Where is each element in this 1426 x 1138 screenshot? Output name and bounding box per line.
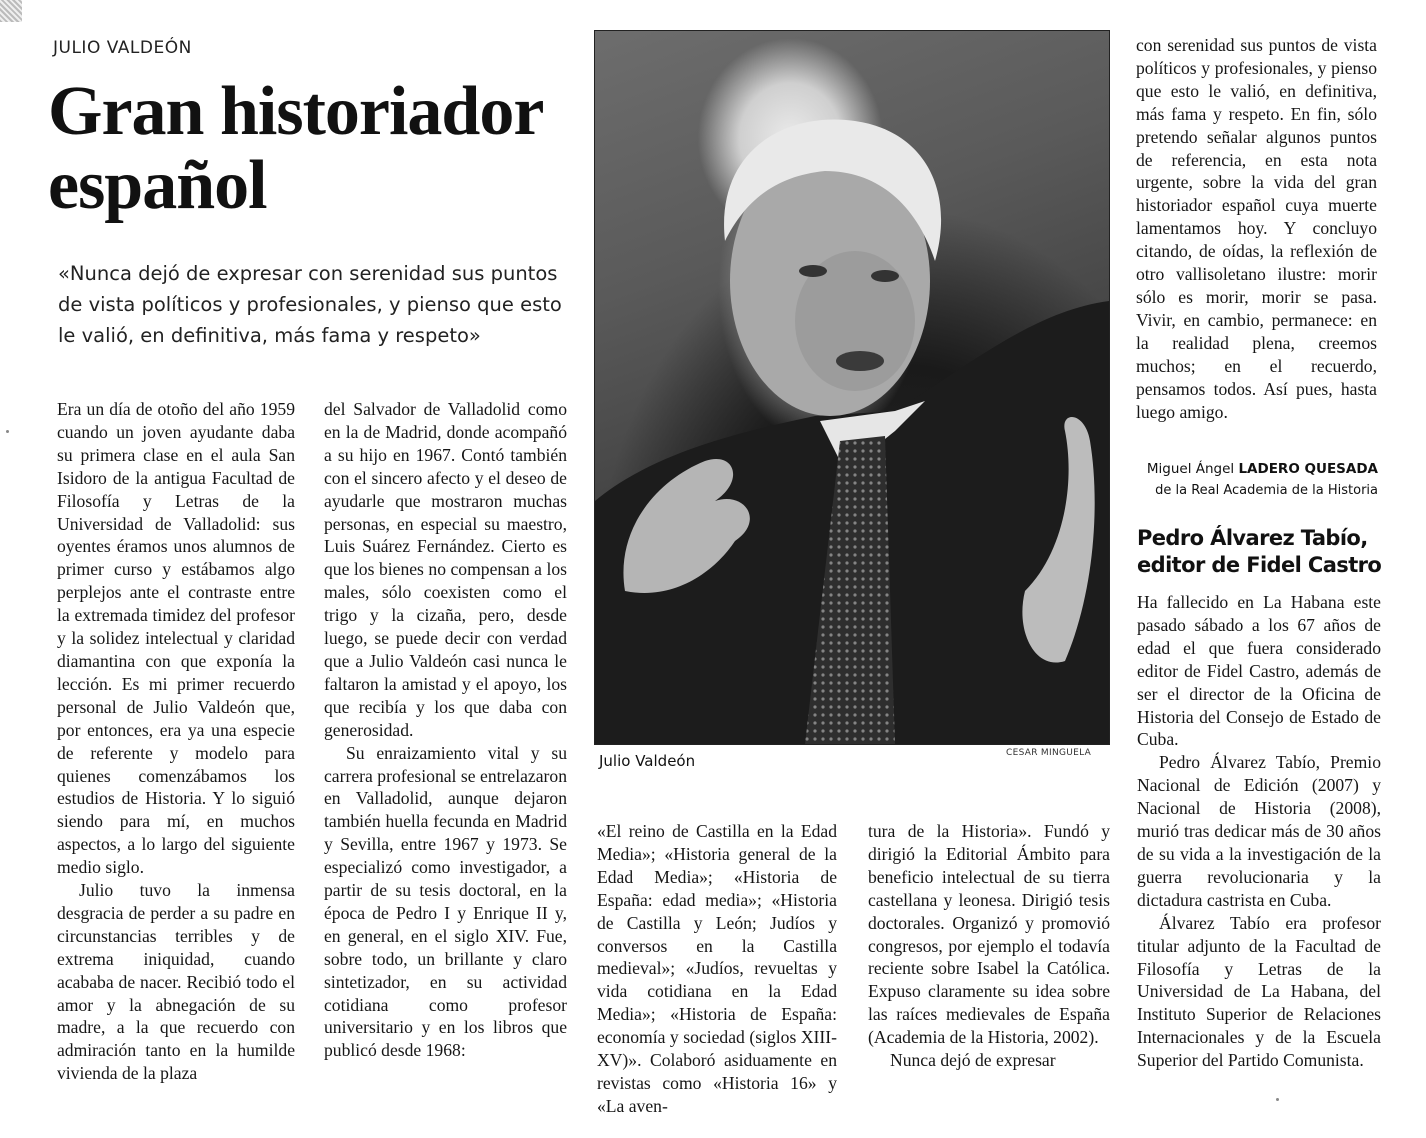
author-first-name: Miguel Ángel bbox=[1146, 461, 1239, 477]
body-column-5 bbox=[1136, 34, 1377, 423]
paragraph: Su enraizamiento vital y su carrera profesional se entrelazaron en Valladolid, aunque dejaron también huella fecunda en Madrid y Sevilla, entre 1967 y 1973. Se especializó como investigador, a partir de su tesis doctoral, en la época de Pedro I y Enrique II y, en general, en el siglo XIV. Fue, sobre todo, un brillante y claro sintetizador, en su actividad cotidiana como profesor universitario y en los libros que publicó desde 1968: bbox=[324, 742, 567, 1061]
photo-credit: CESAR MINGUELA bbox=[1006, 748, 1092, 758]
author-role: de la Real Academia de la Historia bbox=[1155, 483, 1378, 498]
paragraph: del Salvador de Valladolid como en la de Madrid, donde acompañó a su hijo en 1967. Contó también con el sincero afecto y el deseo de ayudarle que mostraron muchas personas, en especial su maestro, Luis Suárez Fernández. Cierto es que los bienes no compensan a los males, sólo coexisten como el trigo y la cizaña, pero, desde luego, se puede decir con verdad que a Julio Valdeón casi nunca le faltaron la amistad y el apoyo, los que recibía y los que daba con generosidad. bbox=[324, 399, 567, 740]
body-column-4 bbox=[868, 820, 1110, 1072]
scan-speck bbox=[1276, 1098, 1279, 1101]
paragraph: Ha fallecido en La Habana este pasado sábado a los 67 años de edad el que fuera considerado editor de Fidel Castro, además de ser el director de la Oficina de Historia del Consejo de Estado de Cuba. bbox=[1137, 592, 1381, 750]
author-name bbox=[1136, 458, 1378, 480]
scan-speck bbox=[6, 430, 9, 433]
paragraph: Julio tuvo la inmensa desgracia de perder a su padre en circunstancias terribles y de extrema iniquidad, cuando acababa de nacer. Recibió todo el amor y la abnegación de su madre, a la que recuerdo con admiración tanto en la humilde vivienda de la plaza bbox=[57, 880, 295, 1084]
paragraph: Nunca dejó de expresar bbox=[890, 1050, 1056, 1071]
body-column-1 bbox=[57, 398, 295, 1085]
body-column-3 bbox=[597, 820, 837, 1118]
obituary-headline: Pedro Álvarez Tabío, editor de Fidel Castro bbox=[1137, 526, 1382, 577]
paragraph: Álvarez Tabío era profesor titular adjunto de la Facultad de Filosofía y Letras de la Universidad de La Habana, del Instituto Superior de Relaciones Internacionales y de la Escuela Superior del Partido Comunista. bbox=[1137, 912, 1381, 1071]
article-headline: Gran historiador español bbox=[48, 73, 543, 224]
section-kicker: JULIO VALDEÓN bbox=[53, 38, 192, 58]
author-last-name: LADERO QUESADA bbox=[1238, 461, 1378, 477]
paragraph: tura de la Historia». Fundó y dirigió la Editorial Ámbito para beneficio intelectual de su tierra castellana y leonesa. Dirigió tesis doctorales. Organizó y promovió congresos, por ejemplo el todavía reciente sobre Isabel la Católica. Expuso claramente su idea sobre las raíces medievales de España (Academia de la Historia, 2002). bbox=[868, 821, 1110, 1048]
portrait-photo bbox=[594, 30, 1110, 745]
paragraph: con serenidad sus puntos de vista políticos y profesionales, y pienso que esto le valió, en definitiva, más fama y respeto. En fin, sólo pretendo señalar algunos puntos de referencia, en esta nota urgente, sobre la vida del gran historiador español cuya muerte lamentamos hoy. Y concluyo citando, de oídas, la reflexión de otro vallisoletano ilustre: morir sólo es morir, morir se pasa. Vivir, en cambio, permanece: en la realidad plena, creemos muchos; en el recuerdo, pensamos todos. Así pues, hasta luego amigo. bbox=[1136, 35, 1377, 422]
pull-quote: «Nunca dejó de expresar con serenidad sus puntos de vista políticos y profesionales, y pienso que esto le valió, en definitiva, más fama y respeto» bbox=[58, 262, 562, 347]
photo-caption: Julio Valdeón bbox=[599, 752, 696, 770]
paragraph: Era un día de otoño del año 1959 cuando un joven ayudante daba su primera clase en el aula San Isidoro de la antigua Facultad de Filosofía y Letras de la Universidad de Valladolid: sus oyentes éramos unos alumnos de primer curso y estábamos algo perplejos ante el contraste entre la extremada timidez del profesor y la solidez intelectual y claridad diamantina con que exponía la lección. Es mi primer recuerdo personal de Julio Valdeón que, por entonces, era ya una especie de referente y modelo para quienes comenzábamos los estudios de Historia. Y lo siguió siendo para mí, en muchos aspectos, a lo largo del siguiente medio siglo. bbox=[57, 399, 295, 878]
obituary-body bbox=[1137, 591, 1381, 1072]
paragraph: Pedro Álvarez Tabío, Premio Nacional de Edición (2007) y Nacional de Historia (2008), murió tras dedicar más de 30 años de su vida a la investigación de la guerra revolucionaria y la dictadura castrista en Cuba. bbox=[1137, 752, 1381, 910]
author-signature bbox=[1136, 458, 1378, 502]
scan-corner-mark bbox=[0, 0, 22, 22]
paragraph: «El reino de Castilla en la Edad Media»; «Historia general de la Edad Media»; «Historia de España: edad media»; «Historia de Castilla y León; Judíos y conversos en la Castilla medieval»; «Judíos, revueltas y vida cotidiana en la Edad Media»; «Historia de España: economía y sociedad (siglos XIII-XV)». Colaboró asiduamente en revistas como «Historia 16» y «La aven- bbox=[597, 821, 837, 1116]
body-column-2 bbox=[324, 398, 567, 1062]
portrait-illustration bbox=[595, 31, 1109, 744]
